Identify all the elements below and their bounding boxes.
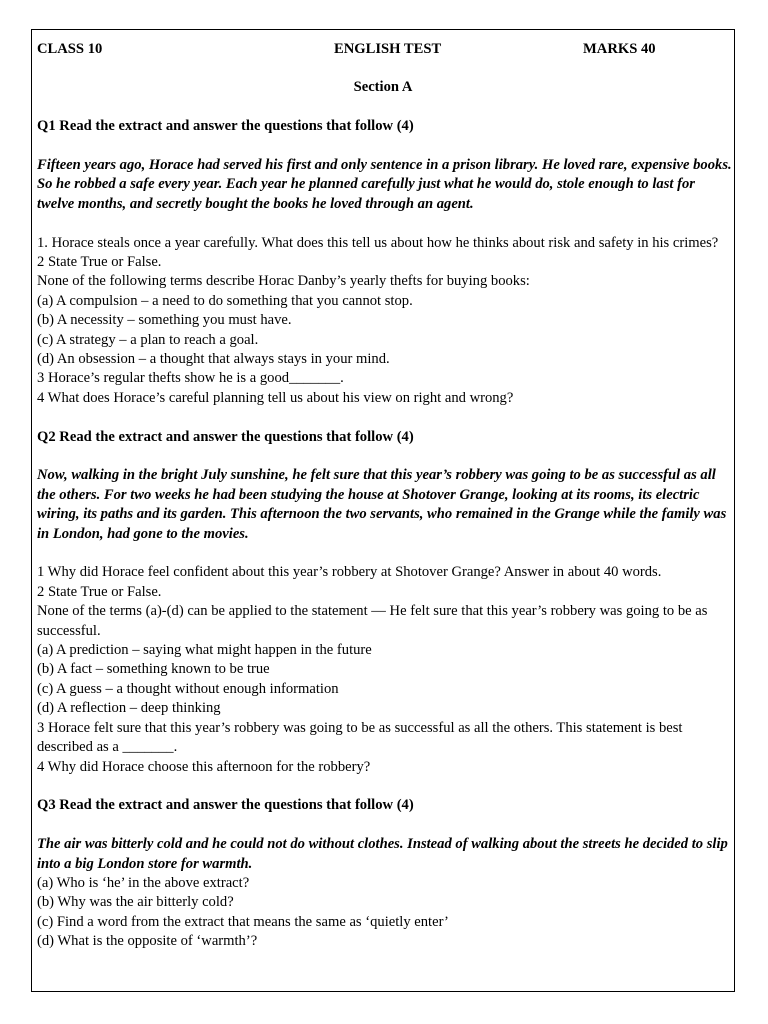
q1-line: 4 What does Horace’s careful planning tell us about his view on right and wrong?	[37, 389, 514, 406]
test-paper	[37, 40, 733, 952]
q3-extract: The air was bitterly cold and he could not do without clothes. Instead of walking about the streets he decided to slip into a big London store for warmth.	[37, 836, 728, 872]
q3-line: (d) What is the opposite of ‘warmth’?	[37, 933, 258, 950]
q3-heading: Q3 Read the extract and answer the questions that follow (4)	[37, 797, 414, 814]
q2-line: 3 Horace felt sure that this year’s robbery was going to be as successful as all the others. This statement is best described as a _______.	[37, 719, 683, 756]
q2-line: 1 Why did Horace feel confident about this year’s robbery at Shotover Grange? Answer in about 40 words.	[37, 564, 662, 581]
q3-questions	[37, 874, 733, 952]
q2-line: None of the terms (a)-(d) can be applied to the statement — He felt sure that this year’s robbery was going to be as successful.	[37, 603, 708, 639]
q1-line: None of the following terms describe Horac Danby’s yearly thefts for buying books:	[37, 273, 530, 290]
q1-line: 2 State True or False.	[37, 254, 162, 270]
q1-option: (c) A strategy – a plan to reach a goal.	[37, 331, 259, 348]
q2-questions	[37, 563, 733, 776]
q1-line: 1. Horace steals once a year carefully. What does this tell us about how he thinks about risk and safety in his crimes?	[37, 234, 719, 251]
class-label: CLASS 10	[37, 41, 103, 57]
q3-line: (a) Who is ‘he’ in the above extract?	[37, 874, 250, 891]
q2-option: (b) A fact – something known to be true	[37, 661, 270, 678]
marks-label: MARKS 40	[583, 41, 656, 57]
q2-line: 2 State True or False.	[37, 583, 162, 600]
section-title: Section A	[353, 79, 413, 96]
q2-option: (a) A prediction – saying what might happen in the future	[37, 642, 372, 659]
q1-heading: Q1 Read the extract and answer the questions that follow (4)	[37, 118, 414, 135]
q3-line: (b) Why was the air bitterly cold?	[37, 894, 234, 911]
q1-option: (a) A compulsion – a need to do something that you cannot stop.	[37, 292, 413, 309]
paper-header	[37, 40, 733, 59]
q1-option: (d) An obsession – a thought that always stays in your mind.	[37, 351, 390, 368]
q1-questions	[37, 234, 733, 409]
q3-line: (c) Find a word from the extract that means the same as ‘quietly enter’	[37, 913, 449, 930]
q1-extract: Fifteen years ago, Horace had served his first and only sentence in a prison library. He loved rare, expensive books. So he robbed a safe every year. Each year he planned carefully just what he would do, stole enough to last for twelve months, and secretly bought the books he loved through an agent.	[37, 156, 732, 212]
q2-heading: Q2 Read the extract and answer the questions that follow (4)	[37, 428, 414, 445]
q1-line: 3 Horace’s regular thefts show he is a good_______.	[37, 370, 344, 387]
test-title: ENGLISH TEST	[334, 41, 442, 57]
q2-option: (d) A reflection – deep thinking	[37, 700, 221, 717]
q2-option: (c) A guess – a thought without enough information	[37, 680, 339, 697]
q1-option: (b) A necessity – something you must have.	[37, 312, 292, 329]
q2-line: 4 Why did Horace choose this afternoon for the robbery?	[37, 758, 371, 775]
q2-extract: Now, walking in the bright July sunshine, he felt sure that this year’s robbery was going to be as successful as all the others. For two weeks he had been studying the house at Shotover Grange, looking at its rooms, its electric wiring, its paths and its garden. This afternoon the two servants, who remained in the Grange while the family was in London, had gone to the movies.	[37, 467, 727, 542]
